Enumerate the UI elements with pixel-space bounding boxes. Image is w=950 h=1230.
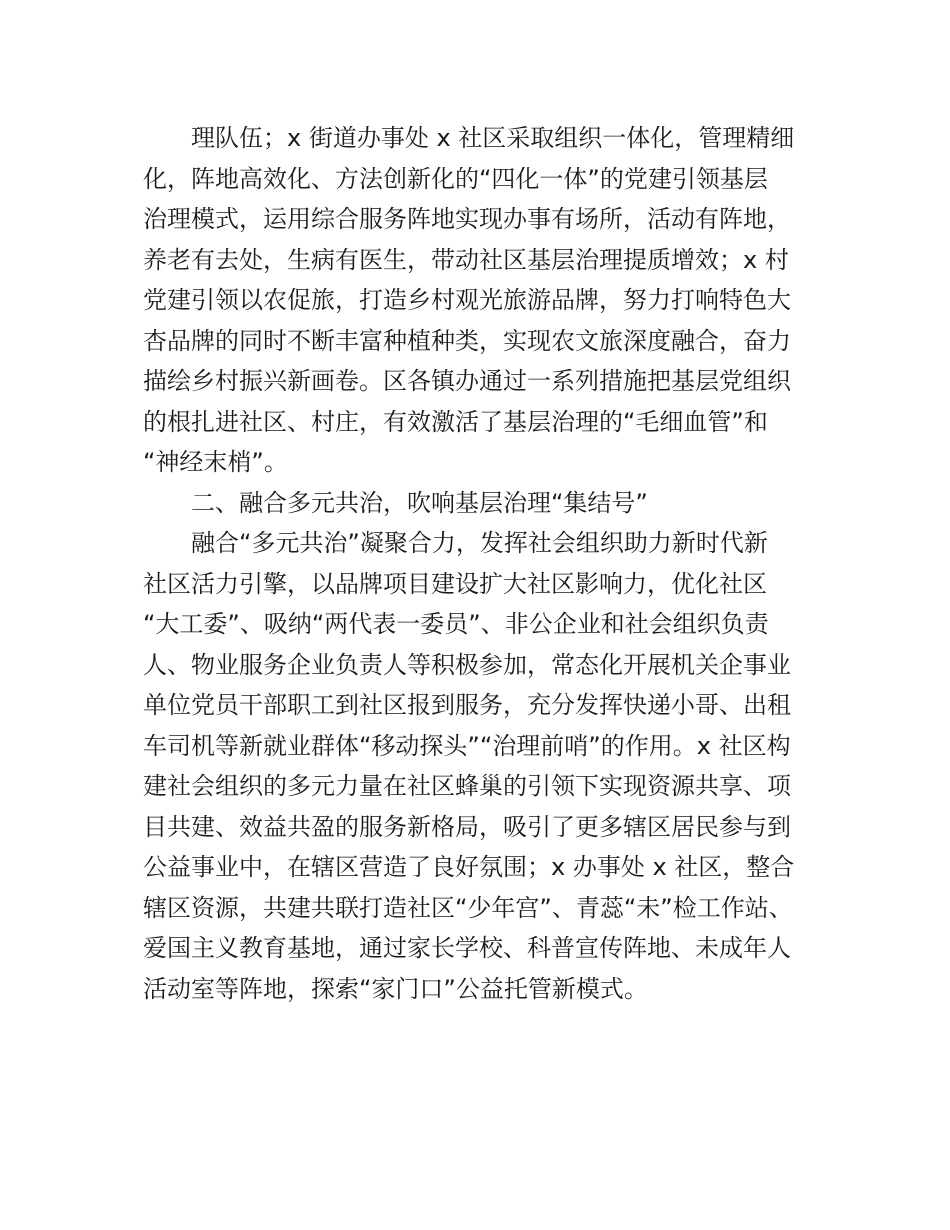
text-line: “大工委”、吸纳“两代表一委员”、非公企业和社会组织负责 bbox=[143, 610, 769, 638]
text-line: 融合“多元共治”凝聚合力，发挥社会组织助力新时代新 bbox=[191, 529, 768, 557]
text-line: 化，阵地高效化、方法创新化的“四化一体”的党建引领基层 bbox=[143, 164, 768, 193]
paragraph-body bbox=[143, 523, 818, 1009]
text-line: 爱国主义教育基地，通过家长学校、科普宣传阵地、未成年人 bbox=[143, 934, 791, 962]
text-line: 社区活力引擎，以品牌项目建设扩大社区影响力，优化社区 bbox=[143, 569, 767, 598]
text-line: 辖区资源，共建共联打造社区“少年宫”、青蕊“未”检工作站、 bbox=[143, 893, 793, 922]
section-heading bbox=[143, 483, 818, 524]
text-line: 的根扎进社区、村庄，有效激活了基层治理的“毛细血管”和 bbox=[143, 407, 768, 436]
text-line: 目共建、效益共盈的服务新格局，吸引了更多辖区居民参与到 bbox=[143, 812, 791, 841]
text-line: 理队伍；x 街道办事处 x 社区采取组织一体化，管理精细 bbox=[191, 124, 795, 152]
text-line: 公益事业中，在辖区营造了良好氛围；x 办事处 x 社区，整合 bbox=[143, 853, 795, 881]
text-line: 建社会组织的多元力量在社区蜂巢的引领下实现资源共享、项 bbox=[143, 772, 791, 800]
text-line: 治理模式，运用综合服务阵地实现办事有场所，活动有阵地， bbox=[143, 205, 791, 233]
text-line: 养老有去处，生病有医生，带动社区基层治理提质增效；x 村 bbox=[143, 245, 789, 274]
paragraph-continuation bbox=[143, 118, 818, 483]
text-line: 车司机等新就业群体“移动探头”“治理前哨”的作用。x 社区构 bbox=[143, 731, 791, 760]
heading-text: 二、融合多元共治，吹响基层治理“集结号” bbox=[191, 488, 648, 517]
text-line: “神经末梢”。 bbox=[143, 448, 288, 476]
text-line: 活动室等阵地，探索“家门口”公益托管新模式。 bbox=[143, 974, 648, 1003]
document-body bbox=[143, 118, 818, 1009]
text-line: 党建引领以农促旅，打造乡村观光旅游品牌，努力打响特色大 bbox=[143, 286, 791, 314]
text-line: 人、物业服务企业负责人等积极参加，常态化开展机关企事业 bbox=[143, 650, 791, 679]
text-line: 描绘乡村振兴新画卷。区各镇办通过一系列措施把基层党组织 bbox=[143, 367, 791, 395]
text-line: 杏品牌的同时不断丰富种植种类，实现农文旅深度融合，奋力 bbox=[143, 326, 791, 355]
text-line: 单位党员干部职工到社区报到服务，充分发挥快递小哥、出租 bbox=[143, 691, 791, 719]
